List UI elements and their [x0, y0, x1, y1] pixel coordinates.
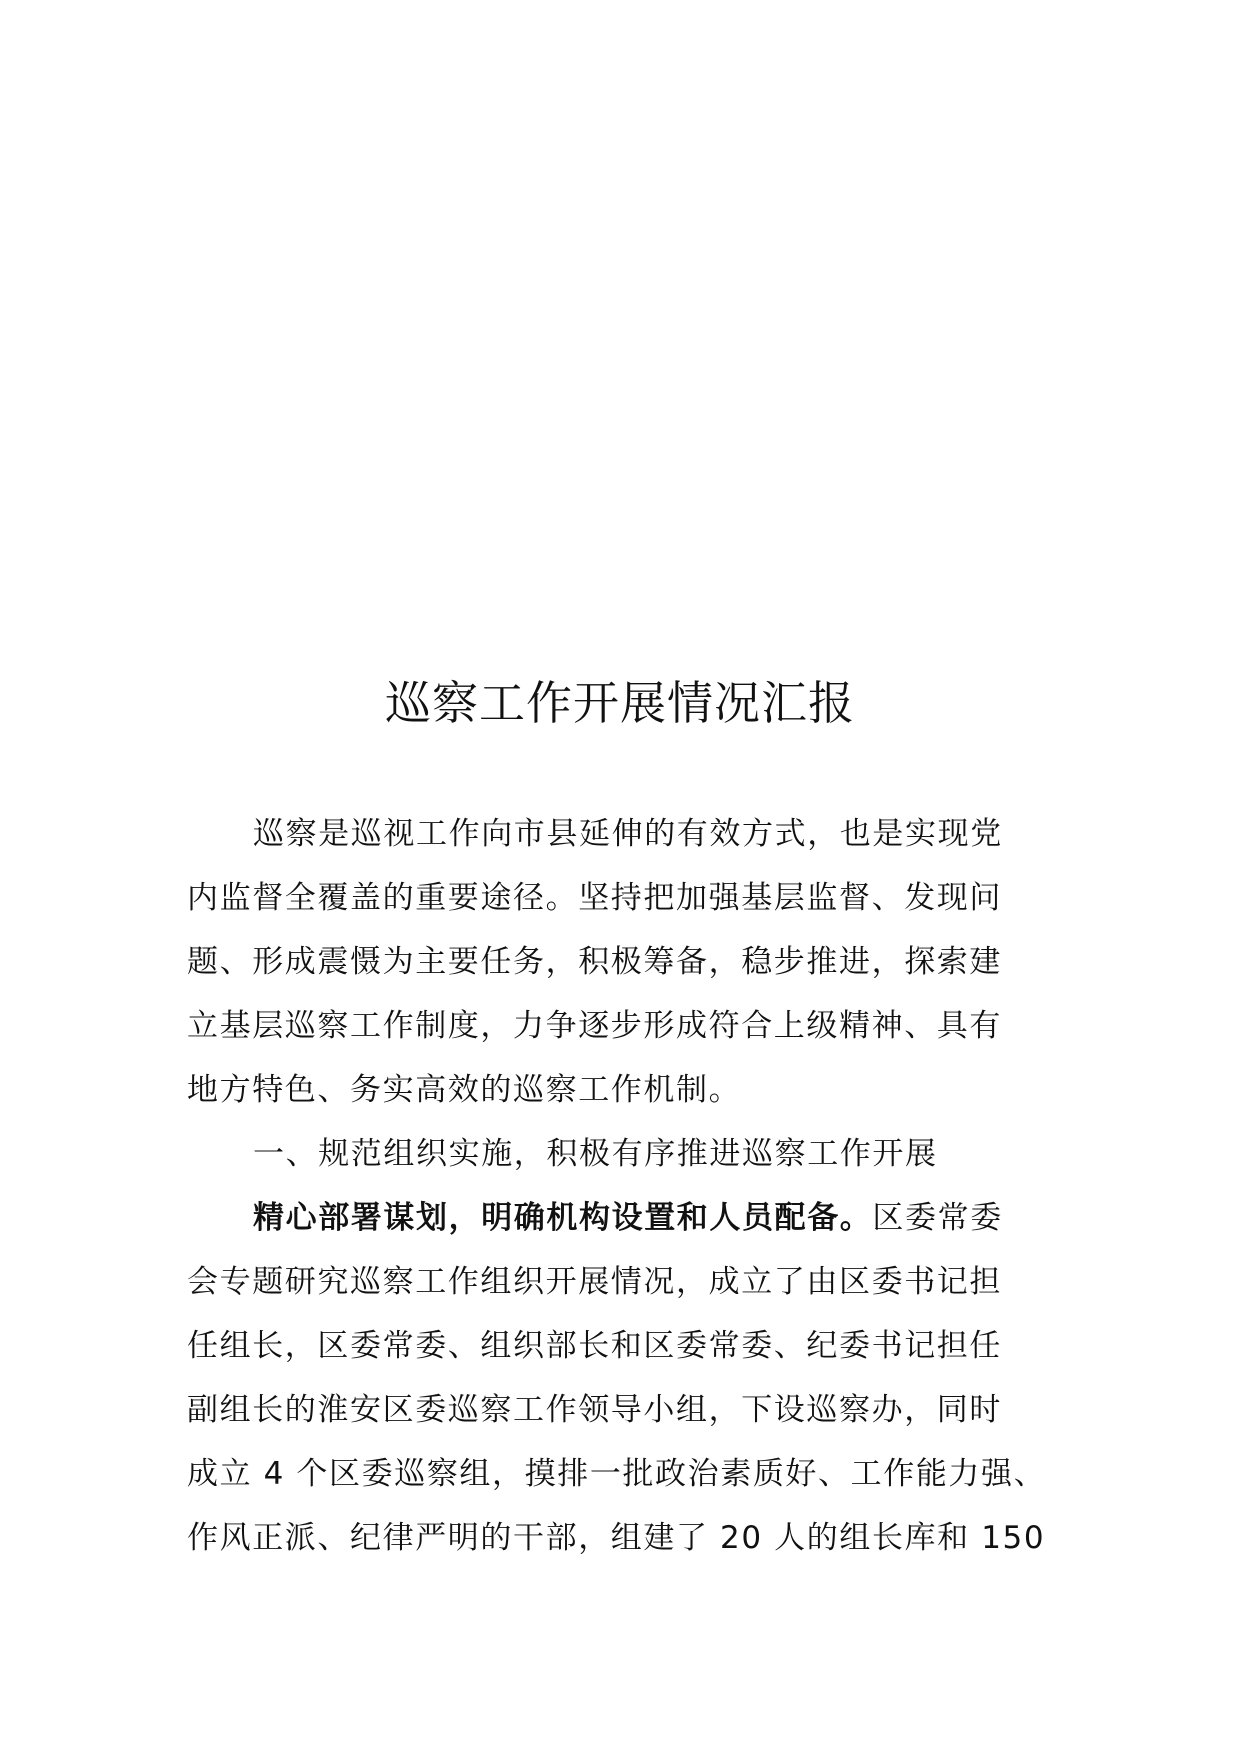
paragraph-first-line	[253, 1196, 1057, 1240]
paragraph-line: 内监督全覆盖的重要途径。坚持把加强基层监督、发现问	[187, 880, 1002, 916]
paragraph-line: 题、形成震慑为主要任务，积极筹备，稳步推进，探索建	[187, 944, 1002, 980]
section-heading: 一、规范组织实施，积极有序推进巡察工作开展	[253, 1136, 938, 1172]
paragraph-line: 副组长的淮安区委巡察工作领导小组，下设巡察办，同时	[187, 1392, 1002, 1428]
bold-lead-sentence: 精心部署谋划，明确机构设置和人员配备。	[253, 1200, 873, 1236]
paragraph-line: 会专题研究巡察工作组织开展情况，成立了由区委书记担	[187, 1264, 1002, 1300]
paragraph-line: 任组长，区委常委、组织部长和区委常委、纪委书记担任	[187, 1328, 1002, 1364]
paragraph-line: 成立 4 个区委巡察组，摸排一批政治素质好、工作能力强、	[187, 1456, 1047, 1492]
paragraph-line: 地方特色、务实高效的巡察工作机制。	[187, 1072, 742, 1108]
document-title: 巡察工作开展情况汇报	[385, 676, 855, 730]
paragraph-line: 立基层巡察工作制度，力争逐步形成符合上级精神、具有	[187, 1008, 1002, 1044]
paragraph-line: 作风正派、纪律严明的干部，组建了 20 人的组长库和 150	[187, 1520, 1046, 1556]
paragraph-line: 巡察是巡视工作向市县延伸的有效方式，也是实现党	[253, 816, 1003, 852]
lead-rest-text: 区委常委	[872, 1200, 1003, 1236]
